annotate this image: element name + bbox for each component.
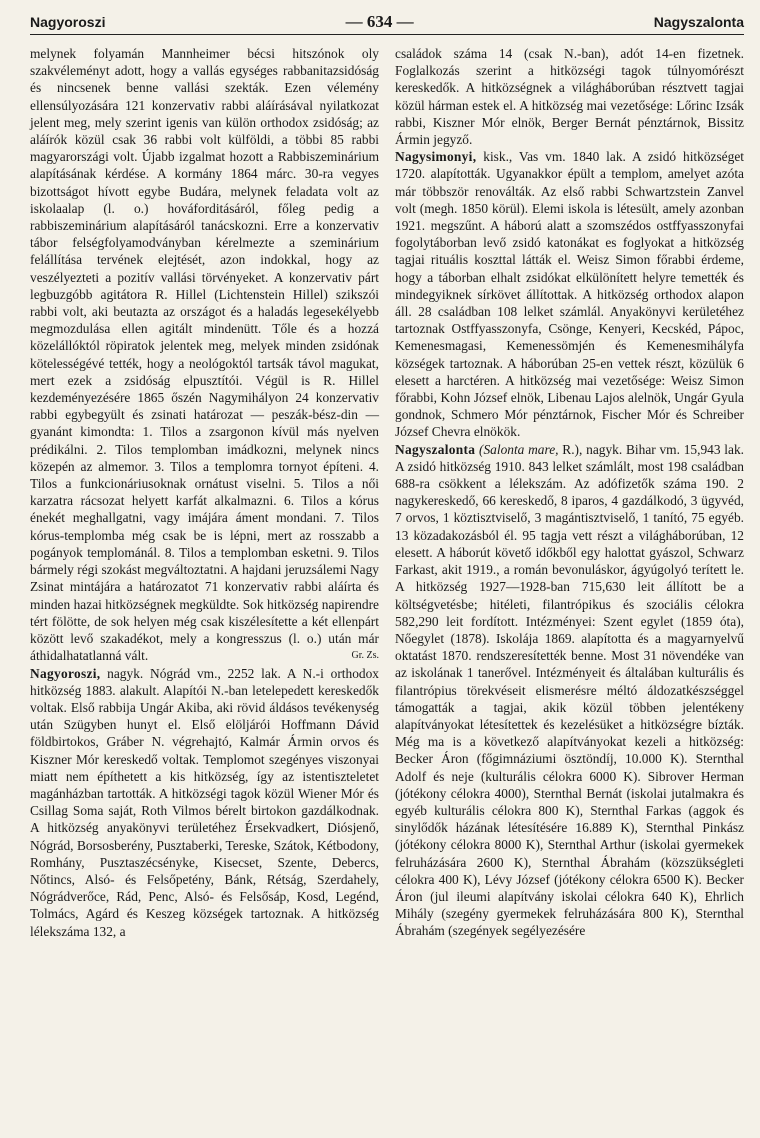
entry-text: kisk., Vas vm. 1840 lak. A zsidó hitközséget 1720. alapították. Ugyanakkor épült a templom, amelyet azóta már többször renoválták. Az első rabbi Schwartzstein Zanvel volt (megh. 1850 körül). Elemi iskola is létesült, amely azonban 1921. megszűnt. A háború alatt a szomszédos ostffyasszonyfai fogolytáborban levő zsidó katonákat es foglyokat a hitközség tagjai rituális koszttal látták el. Weisz Simon főrabbi érdeme, hogy a táborban elhalt zsidókat elkülönített helyre temették és mindegyiknek sírkövet állítottak. A hitközség orthodox alapon áll. 28 családban 108 lelket számlál. Anyakönyvi kerületéhez tartoznak Ostffyasszonyfa, Csönge, Kenyeri, Kecskéd, Pápoc, Kemenesmagasi, Kemenessömjén és Kemenesmihályfa községek tartoznak. A háborúban 25-en vettek részt, közülük 6 elesett a harctéren. A hitközség mai vezetősége: Weisz Simon főrabbi, Kohn József elnök, Libenau Lajos alelnök, Ungár Gyula gondnok, Schmero Mór pénztárnok, Fischer Mór és Schreiber József Chevra elnökök. [395, 149, 744, 440]
entry-nagyszalonta [395, 441, 744, 940]
header-right-keyword: Nagyszalonta [653, 14, 744, 30]
header-left-keyword: Nagyoroszi [30, 14, 106, 30]
page-number: — 634 — [345, 12, 414, 31]
entry-headword: Nagysimonyi, [395, 149, 477, 165]
author-signature: Gr. Zs. [351, 650, 379, 662]
left-column [30, 45, 379, 940]
running-header [30, 12, 744, 35]
right-column [395, 45, 744, 940]
entry-text: R.), nagyk. Bihar vm. 15,943 lak. A zsidó hitközség 1910. 843 lelket számlált, most 198 családban 688-ra csökkent a lélekszám. Az adófizetők száma 190. 2 nagykereskedő, 66 kereskedő, 8 iparos, 4 gazdálkodó, 3 ügyvéd, 7 orvos, 1 köztisztviselő, 3 magántisztviselő, 1 tanító, 75 egyéb. 13 közadakozásból él. 95 tagja vett részt a világháborúban, 12 elesett. A háborút követő időkből egy halottat gyászol, Schwarz Farkast, akit 1919., a román bevonuláskor, ágyúgolyó terített le. A hitközség 1927—1928-ban 715,630 leit állított be a költségvetésbe; hitéleti, filantrópikus és szociális célokra 582,290 leit fordított. Intézményei: Szent egylet (1859 óta), Nőegylet (1878). Iskolája 1869. alapította és a magyarnyelvű oktatást 1870. rendszeresítették benne. Most 31 növendéke van az iskolának 1 tanerővel. Intézményeit és általában kulturális és filantrópius törekvéseit elismerésre méltó áldozatkészséggel támogatták a tagjai, akik közül többen jelentékeny alapítványokat létesítettek és kezelésüket a hitközségre bízták. Még ma is a következő alapítványokat kezeli a hitközség: Becker Áron (főgimnáziumi ösztöndíj, 10.000 K). Sternthal Adolf és neje (kulturális célokra 6000 K). Sibrover Herman (jótékony célokra 4000), Sternthal Bernát (iskolai jutalmakra és egyéb kulturális célokra 800 K), Sternthal Farkas (aggok és sinylődők házának létesítésére 16.889 K), Sternthal Pinkász (jótékony célokra 8000 K), Sternthal Arthur (iskolai gyermekek felruházására 2600 K), Sternthal Ábrahám (közszükségleti célokra 400 K), Lévy József (jótékony célokra 6500 K). Becker Áron (jul ileumi alapítvány iskolai célokra 640 K), Ehrlich Mihály (szegény gyermekek felruházására 800 K), Sternthal Ábrahám (szegények segélyezésére [395, 441, 744, 939]
paragraph: melynek folyamán Mannheimer bécsi hitszónok oly szakvéleményt adott, hogy a vallás egységes rabbanitazsidóság és nincsenek benne vallási szekták. Ezen vélemény ellensúlyozására 121 konzervativ rabbi aláírásával nyilatkozat jelent meg, mely szerint igenis van külön orthodox zsidóság; az aláírók közül csak 36 rabbi volt külföldi, a többi 85 rabbi magyarországi volt. Újabb izgalmat hozott a Rabbiszeminárium alapításának kérdése. A kormány 1864 márc. 30-ra vegyes bizottságot hívott egybe Budára, melynek feladata volt az iskolaalap (l. o.) hováforditásáról, főleg pedig a rabbiszeminárium alapításáról tanácskozni. Erre a konzervativ tábor felségfolyamodványban kérelmezte a szeminárium felállítása tervének elejtését, azon indokkal, hogy az veszélyezteti a pozitív vallási törvényeket. A konzervativ párt legbuzgóbb agitátora R. Hillel (Lichtenstein Hillel) szikszói rabbi volt, aki beutazta az országot és a haladás legesekélyebb megmozdulása ellen agitált mindenütt. Tőle és a hozzá közelállóktól röpiratok jelentek meg, melyek minden zsidónak kötelességévé tették, hogy a neológoktól tartsák távol magukat, mert ezek a zsidóság elpusztítói. Végül is R. Hillel kezdeményezésére 1865 őszén Nagymihályon 24 konzervativ rabbi egybegyült és zsinati határozat — peszák-bész-din — gyanánt kimondta: 1. Tilos a zsargonon kívül más nyelven prédikálni. 2. Tilos templomban imádkozni, melynek nincs közepén az almemor. 3. Tilos a templomra tornyot építeni. 4. Tilos a funkcionáriusoknak ornátust viselni. 5. Tilos a női karzatra rácsozat helyett karfát alkalmazni. 6. Tilos a kórus énekét meghallgatni, vagy imájára áment mondani. 7. Tilos kórus-templomba még csak be is lépni, mert az rosszabb a pogányok templománál. 8. Tilos a templomban esketni. 9. Tilos bármely régi szokást megváltoztatni. A hajdani jeruzsálemi Nagy Zsinat mintájára a határozatot 71 konzervativ rabbi aláírta és minden hazai hitközségnek megküldte. Sok hitközség napirendre tért fölötte, de sok helyen még csak kiszélesítette a két ellenpárt között levő szakadékot, mely a kongresszus (l. o.) után már áthidalhatatlanná vált. [30, 46, 379, 664]
entry-text: nagyk. Nógrád vm., 2252 lak. A N.-i orthodox hitközség 1883. alakult. Alapítói N.-ban letelepedett kereskedők voltak. Első rabbija Ungár Akiba, aki rövid áldásos tevékenység után Szügyben hunyt el. Első elöljárói Hoffmann Dávid földbirtokos, Gráber N. végrehajtó, Kalmár Ármin orvos és Kiszner Mór kereskedő voltak. Templomot szegényes viszonyai miatt nem építhetett a kis hitközség, így az istentiszteletet magánházban tartották. A hitközségi tagok közül Wiener Mór és Csillag Soma saját, Roth Vilmos bérelt birtokon gazdálkodnak. A hitközség anyakönyvi területéhez Érsekvadkert, Diósjenő, Nógrád, Borsosberény, Pusztaberki, Tereske, Szátok, Kétbodony, Romhány, Pusztaszécsényke, Kisecset, Szente, Debercs, Nőtincs, Alsó- és Felsőpetény, Bánk, Rétság, Szerdahely, Nógrádverőce, Rád, Penc, Alsó- és Felsősáp, Kosd, Legénd, Tolmács, Agárd és Keszeg községek tartoznak. A hitközség lélekszáma 132, a [30, 665, 379, 939]
text-columns [30, 45, 744, 940]
entry-latin-name: (Salonta mare, [475, 441, 563, 457]
entry-nagyoroszi [30, 665, 379, 940]
entry-headword: Nagyszalonta [395, 441, 476, 457]
entry-nagysimonyi [395, 148, 744, 440]
entry-headword: Nagyoroszi, [30, 665, 101, 681]
paragraph: családok száma 14 (csak N.-ban), adót 14-en fizetnek. Foglalkozás szerint a hitközségi tagok túlnyomórészt kereskedők. A hitközségnek a világháborúban résztvett tagjai közül hárman estek el. A hitközség mai vezetősége: Lőrinc Izsák rabbi, Kiszner Mór elnök, Berger Bernát pénztárnok, Bissitz Ármin jegyző. [395, 46, 744, 148]
